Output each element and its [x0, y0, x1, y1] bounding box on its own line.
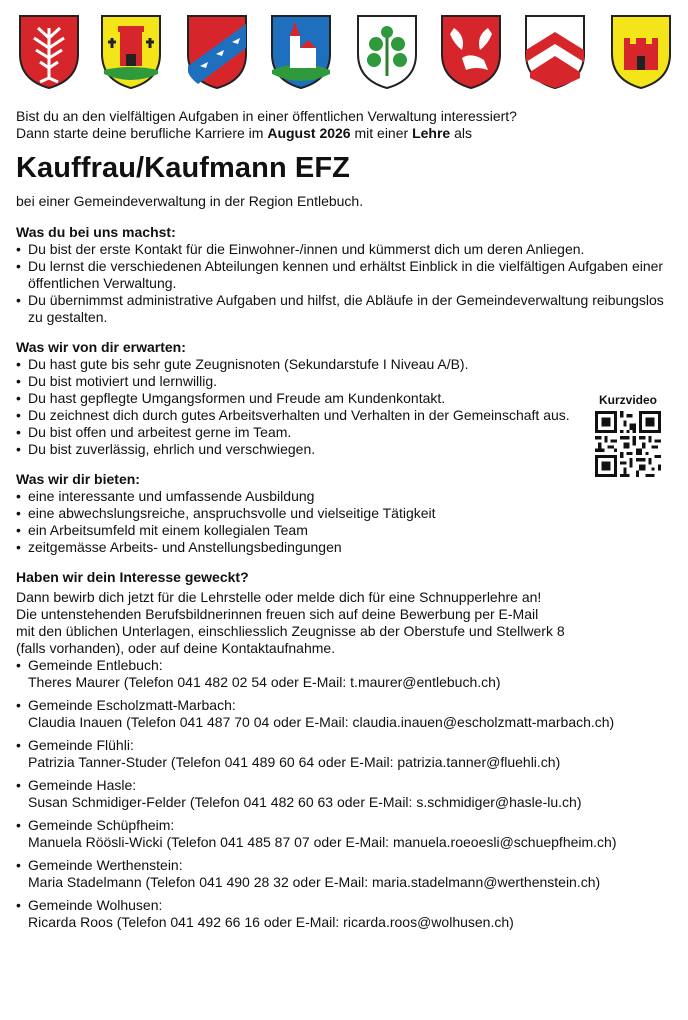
- list-item: • eine abwechslungsreiche, anspruchsvolle und vielseitige Tätigkeit: [16, 505, 676, 522]
- job-posting: [16, 108, 676, 944]
- list-item: • Du hast gepflegte Umgangsformen und Freude am Kundenkontakt.: [16, 390, 676, 407]
- contact-gemeinde: • Gemeinde Wolhusen:: [28, 897, 163, 913]
- contact-gemeinde: • Gemeinde Escholzmatt-Marbach:: [28, 697, 236, 713]
- list-item: • Du bist offen und arbeitest gerne im Team.: [16, 424, 676, 441]
- section-heading: Was du bei uns machst:: [16, 224, 176, 240]
- contact-detail[interactable]: Theres Maurer (Telefon 041 482 02 54 oder E-Mail: t.maurer@entlebuch.ch): [28, 674, 501, 690]
- contact-gemeinde: • Gemeinde Entlebuch:: [28, 657, 163, 673]
- contact-item: [16, 817, 676, 851]
- list-item: • Du bist motiviert und lernwillig.: [16, 373, 676, 390]
- contact-item: [16, 857, 676, 891]
- crest-escholzmatt-marbach: [100, 14, 162, 90]
- page-title: Kauffrau/Kaufmann EFZ: [16, 152, 350, 184]
- qr-block: [588, 393, 668, 482]
- contact-item: [16, 777, 676, 811]
- paragraph-line: Die untenstehenden Berufsbildnerinnen freuen sich auf deine Bewerbung per E-Mail: [16, 606, 539, 622]
- contact-gemeinde: • Gemeinde Flühli:: [28, 737, 134, 753]
- list-item: • Du zeichnest dich durch gutes Arbeitsverhalten und Verhalten in der Gemeinschaft aus.: [16, 407, 676, 424]
- paragraph-line: mit den üblichen Unterlagen, einschliesslich Zeugnisse ab der Oberstufe und Stellwerk 8: [16, 623, 565, 639]
- contact-list: [16, 657, 676, 931]
- contact-gemeinde: • Gemeinde Hasle:: [28, 777, 137, 793]
- crest-werthenstein: [440, 14, 502, 90]
- crest-wolhusen: [524, 14, 586, 90]
- start-date: August 2026: [267, 125, 351, 141]
- contact-detail[interactable]: Manuela Röösli-Wicki (Telefon 041 485 87 07 oder E-Mail: manuela.roeoesli@schuepfheim.ch): [28, 834, 617, 850]
- contact-gemeinde: • Gemeinde Werthenstein:: [28, 857, 183, 873]
- crest-fluehli: [186, 14, 248, 90]
- section-interest: [16, 569, 676, 931]
- contact-detail[interactable]: Ricarda Roos (Telefon 041 492 66 16 oder E-Mail: ricarda.roos@wolhusen.ch): [28, 914, 514, 930]
- coat-of-arms-row: [0, 0, 688, 100]
- lehre-label: Lehre: [412, 125, 451, 141]
- list-item: • Du bist zuverlässig, ehrlich und verschwiegen.: [16, 441, 676, 458]
- section-offer: [16, 471, 676, 556]
- section-expectations: [16, 339, 676, 458]
- list-item: • Du hast gute bis sehr gute Zeugnisnoten (Sekundarstufe I Niveau A/B).: [16, 356, 676, 373]
- crest-schuepfheim: [356, 14, 418, 90]
- contact-item: [16, 897, 676, 931]
- list-item: • ein Arbeitsumfeld mit einem kollegialen Team: [16, 522, 676, 539]
- contact-gemeinde: • Gemeinde Schüpfheim:: [28, 817, 175, 833]
- section-heading: Was wir von dir erwarten:: [16, 339, 186, 355]
- qr-label: Kurzvideo: [598, 393, 657, 407]
- qr-code-icon[interactable]: [595, 411, 661, 477]
- list-item: • Du übernimmst administrative Aufgaben und hilfst, die Abläufe in der Gemeindeverwaltung reibungslos zu gestalten.: [16, 292, 676, 326]
- contact-item: [16, 657, 676, 691]
- list-item: • zeitgemässe Arbeits- und Anstellungsbedingungen: [16, 539, 676, 556]
- intro-line-2: Dann starte deine berufliche Karriere im August 2026 mit einer Lehre als: [16, 125, 472, 141]
- section-tasks: [16, 224, 676, 326]
- intro-line-1: Bist du an den vielfältigen Aufgaben in einer öffentlichen Verwaltung interessiert?: [16, 108, 517, 124]
- contact-item: [16, 737, 676, 771]
- crest-entlebuch: [18, 14, 80, 90]
- section-heading: Haben wir dein Interesse geweckt?: [16, 569, 249, 585]
- subtitle: bei einer Gemeindeverwaltung in der Region Entlebuch.: [16, 193, 364, 209]
- crest-castle: [610, 14, 672, 90]
- intro-text: [16, 108, 676, 142]
- list-item: • eine interessante und umfassende Ausbildung: [16, 488, 676, 505]
- list-item: • Du bist der erste Kontakt für die Einwohner-/innen und kümmerst dich um deren Anliegen.: [16, 241, 676, 258]
- crest-hasle: [270, 14, 332, 90]
- paragraph-line: (falls vorhanden), oder auf deine Kontaktaufnahme.: [16, 640, 336, 656]
- contact-detail[interactable]: Claudia Inauen (Telefon 041 487 70 04 oder E-Mail: claudia.inauen@escholzmatt-marbach.ch): [28, 714, 615, 730]
- section-heading: Was wir dir bieten:: [16, 471, 140, 487]
- contact-detail[interactable]: Maria Stadelmann (Telefon 041 490 28 32 oder E-Mail: maria.stadelmann@werthenstein.ch): [28, 874, 601, 890]
- contact-detail[interactable]: Patrizia Tanner-Studer (Telefon 041 489 60 64 oder E-Mail: patrizia.tanner@fluehli.ch): [28, 754, 561, 770]
- paragraph-line: Dann bewirb dich jetzt für die Lehrstelle oder melde dich für eine Schnupperlehre an!: [16, 589, 542, 605]
- contact-item: [16, 697, 676, 731]
- contact-detail[interactable]: Susan Schmidiger-Felder (Telefon 041 482 60 63 oder E-Mail: s.schmidiger@hasle-lu.ch): [28, 794, 582, 810]
- list-item: • Du lernst die verschiedenen Abteilungen kennen und erhältst Einblick in die vielfältigen Aufgaben einer öffentlichen Verwaltung.: [16, 258, 676, 292]
